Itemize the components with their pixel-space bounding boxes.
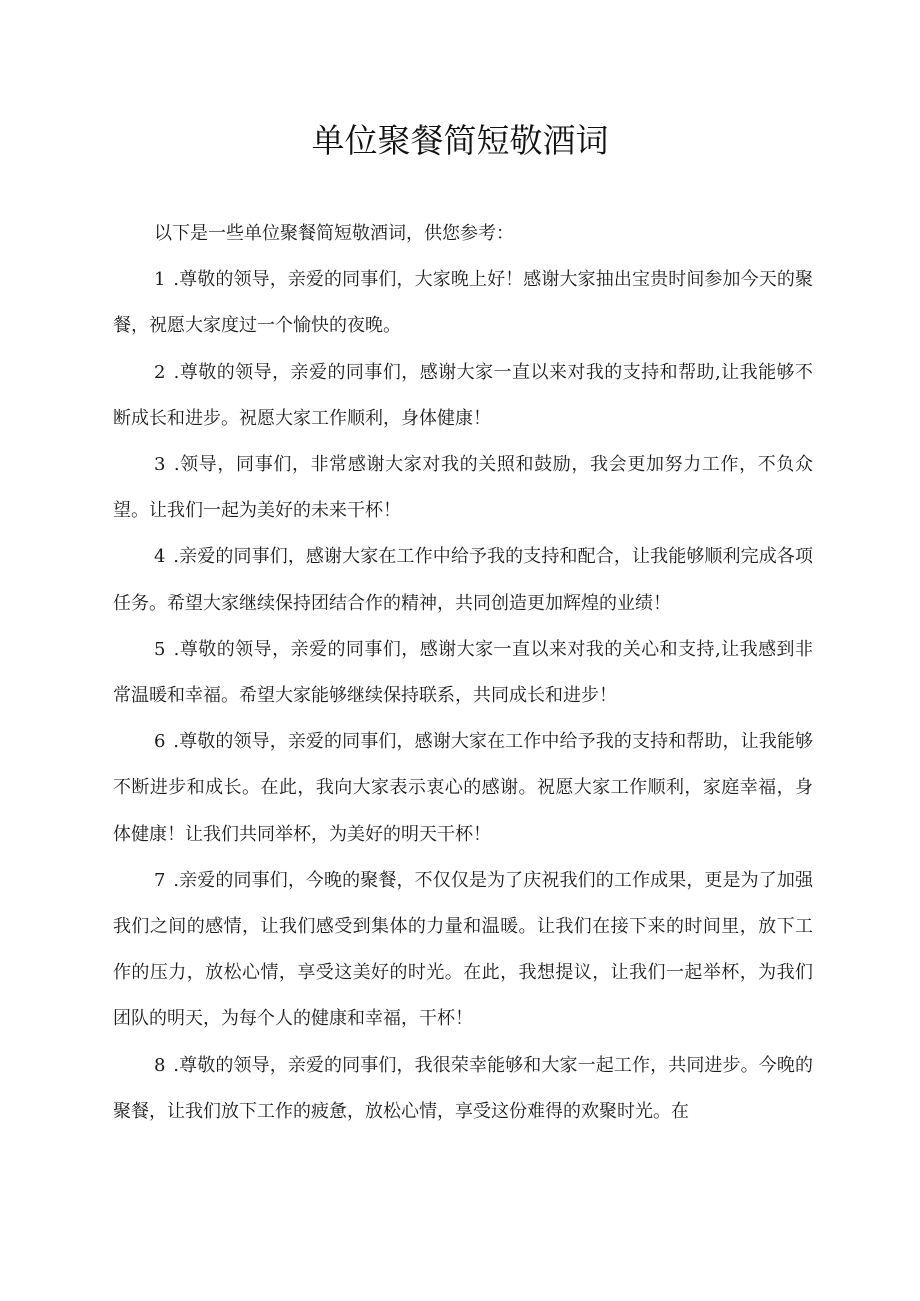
toast-item-1 [113,257,813,349]
toast-item-number: 4 [154,546,168,568]
toast-item-number: 8 [154,1054,168,1076]
toast-item-text: .尊敬的领导，亲爱的同事们，感谢大家在工作中给予我的支持和帮助，让我能够不断进步和成长。在此，我向大家表示衷心的感谢。祝愿大家工作顺利，家庭幸福，身体健康！让我们共同举杯，为美好的明天干杯！ [113,731,813,845]
toast-item-3 [113,442,813,534]
toast-item-text: .亲爱的同事们，今晚的聚餐，不仅仅是为了庆祝我们的工作成果，更是为了加强我们之间的感情，让我们感受到集体的力量和温暖。让我们在接下来的时间里，放下工作的压力，放松心情，享受这美好的时光。在此，我想提议，让我们一起举杯，为我们团队的明天，为每个人的健康和幸福，干杯！ [113,869,813,1030]
toast-item-6 [113,719,813,858]
toast-item-text: .尊敬的领导，亲爱的同事们，我很荣幸能够和大家一起工作，共同进步。今晚的聚餐，让我们放下工作的疲惫，放松心情，享受这份难得的欢聚时光。在 [113,1054,813,1122]
toast-item-2 [113,350,813,442]
toast-item-7 [113,858,813,1043]
toast-item-4 [113,534,813,626]
toast-item-number: 5 [154,638,168,660]
toast-item-text: .尊敬的领导，亲爱的同事们，感谢大家一直以来对我的支持和帮助,让我能够不断成长和进步。祝愿大家工作顺利，身体健康！ [113,361,813,429]
toast-item-number: 7 [154,869,168,891]
toast-item-text: .尊敬的领导，亲爱的同事们，感谢大家一直以来对我的关心和支持,让我感到非常温暖和幸福。希望大家能够继续保持联系，共同成长和进步！ [113,638,813,707]
toast-item-text: .尊敬的领导，亲爱的同事们，大家晚上好！感谢大家抽出宝贵时间参加今天的聚餐，祝愿大家度过一个愉快的夜晚。 [113,269,813,337]
toast-item-number: 3 [154,454,168,476]
toast-item-text: .亲爱的同事们，感谢大家在工作中给予我的支持和配合，让我能够顺利完成各项任务。希望大家继续保持团结合作的精神，共同创造更加辉煌的业绩！ [113,546,813,614]
intro-paragraph: 以下是一些单位聚餐简短敬酒词，供您参考： [154,223,514,244]
toast-item-number: 2 [154,361,168,383]
toast-item-8 [113,1043,813,1135]
document-body [113,211,813,1135]
document-title: 单位聚餐简短敬酒词 [311,121,609,160]
toast-item-text: .领导，同事们，非常感谢大家对我的关照和鼓励，我会更加努力工作，不负众望。让我们一起为美好的未来干杯！ [113,454,813,522]
toast-item-number: 6 [154,731,168,753]
toast-item-number: 1 [154,269,168,291]
toast-item-5 [113,627,813,719]
